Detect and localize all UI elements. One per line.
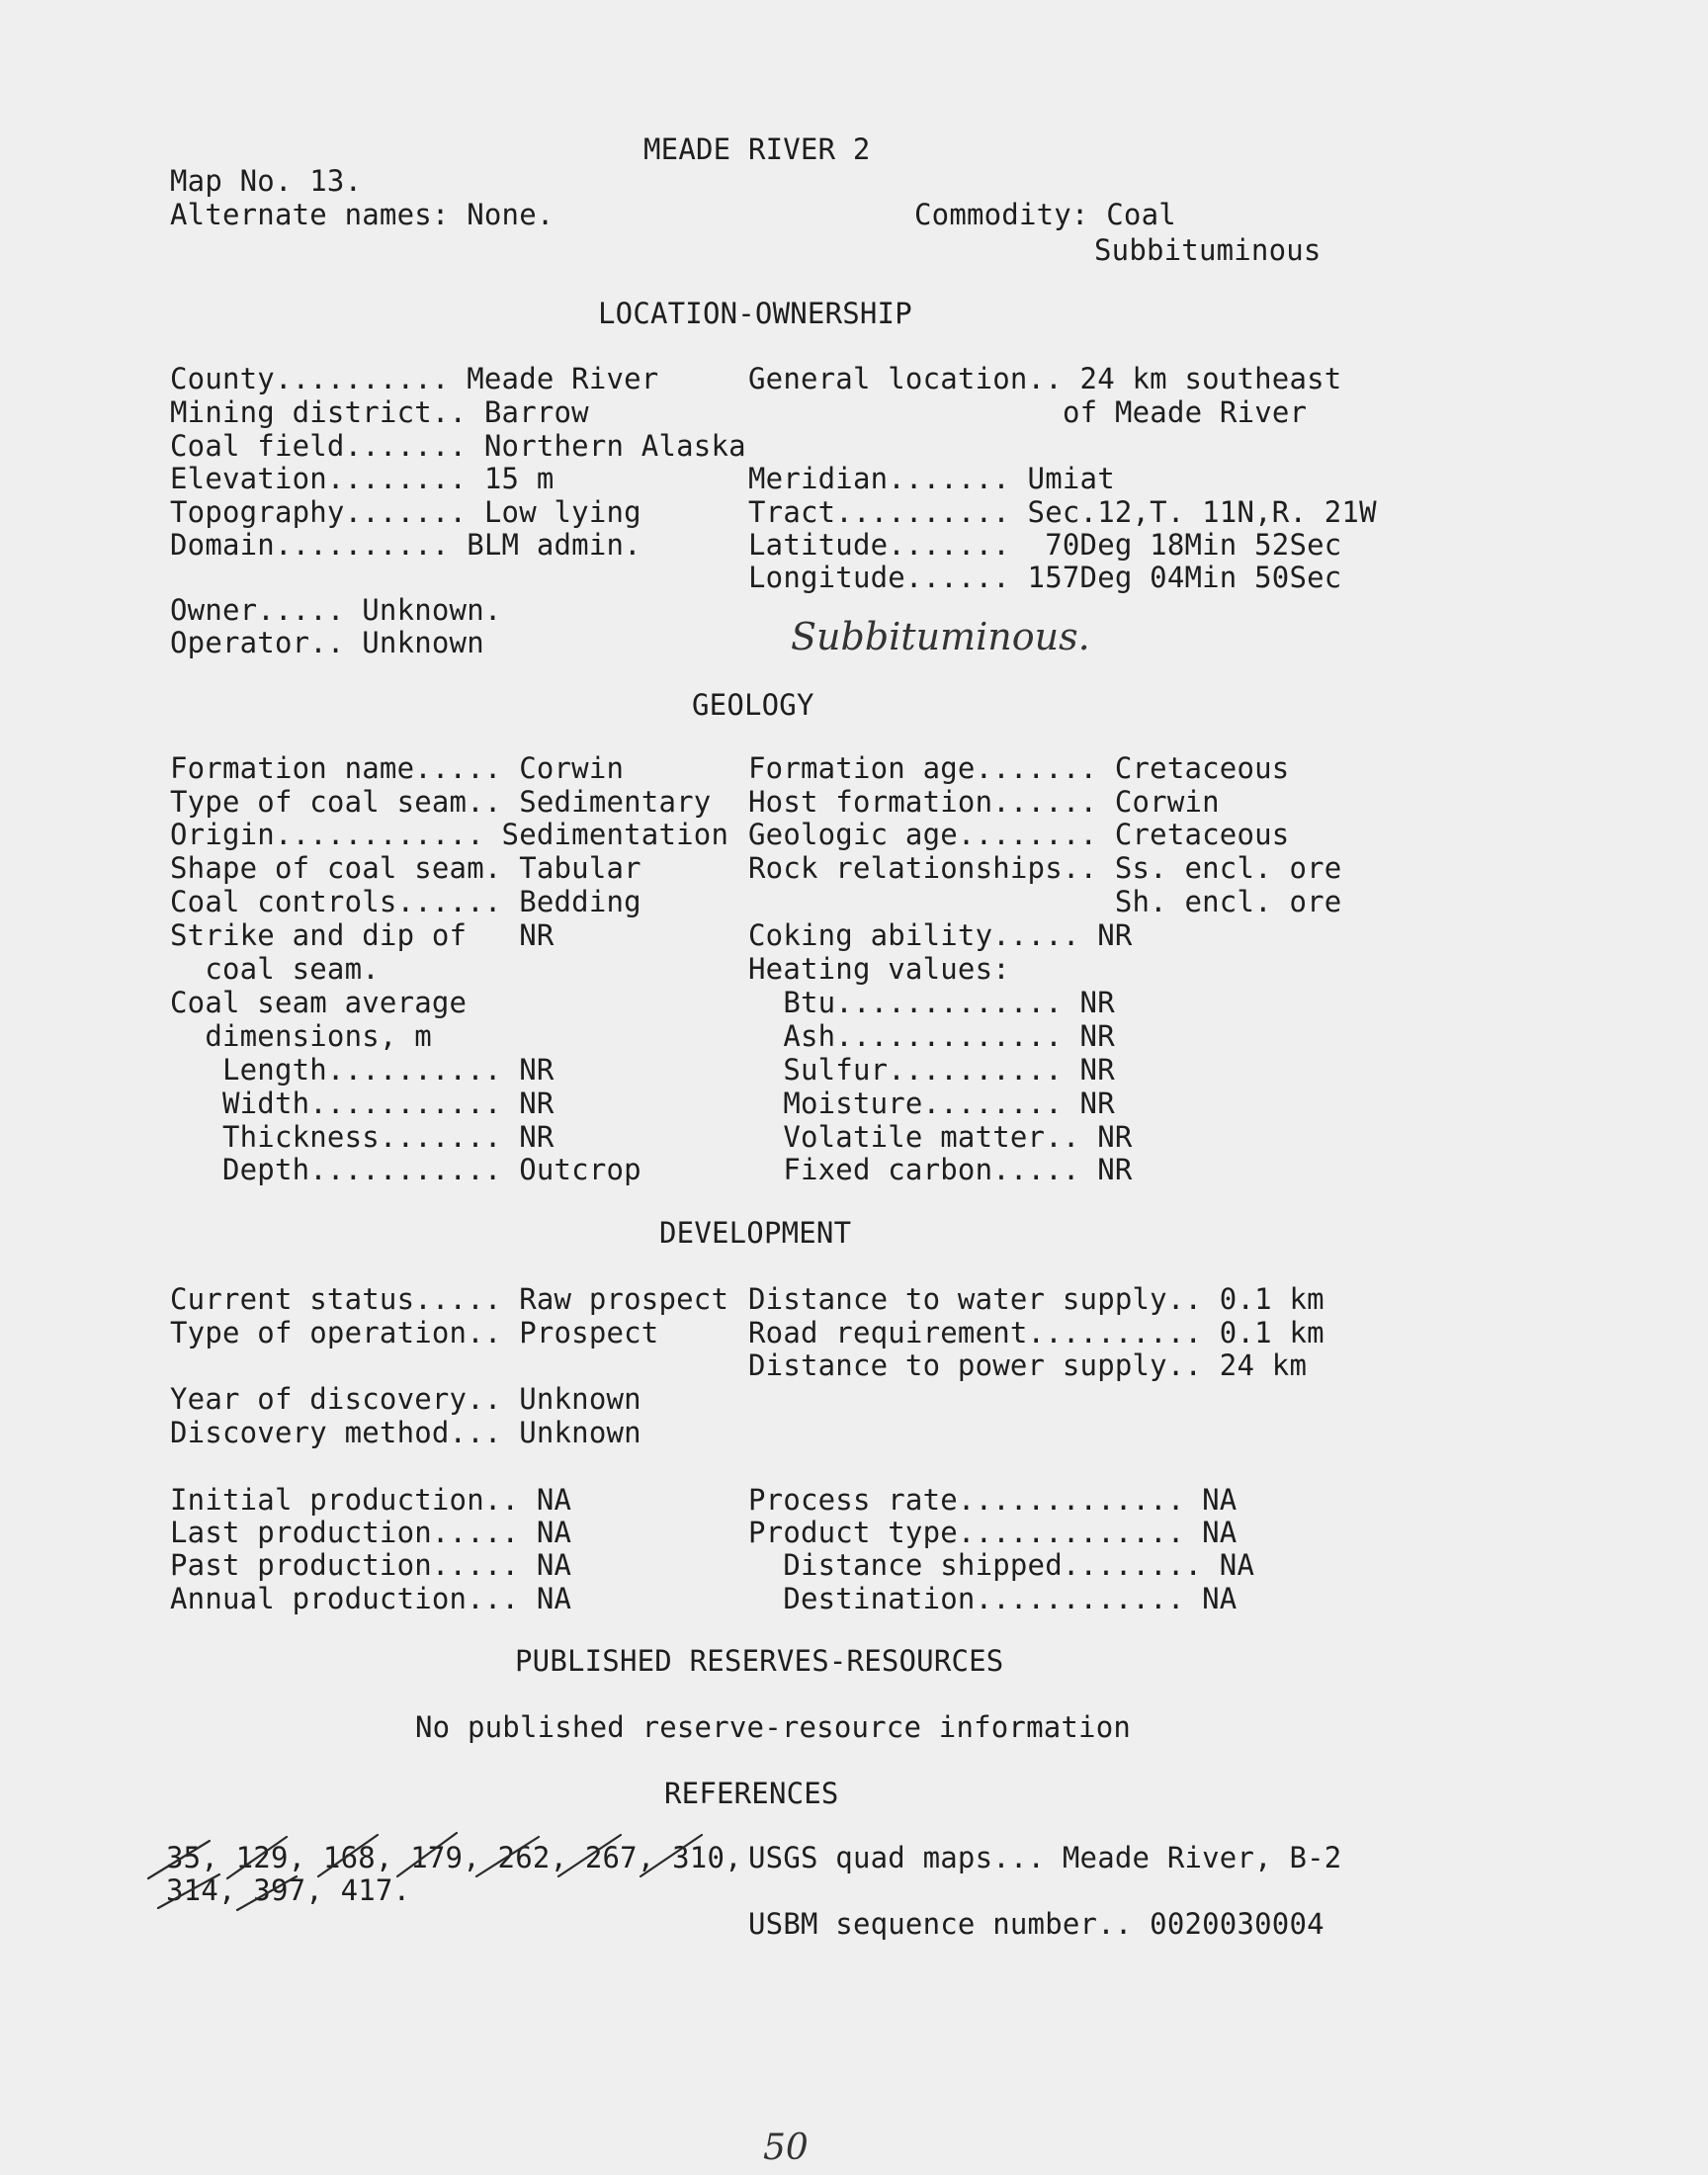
latitude-field: Latitude....... 70Deg 18Min 52Sec [748,528,1342,562]
process-rate-field: Process rate............. NA [748,1483,1238,1517]
geology-left-line: Formation name..... Corwin [170,751,625,785]
general-location-field: General location.. 24 km southeast [748,362,1342,395]
geology-right-line: Rock relationships.. Ss. encl. ore [748,851,1342,885]
handwritten-note: Subbituminous. [791,615,1090,658]
geology-left-line: Type of coal seam.. Sedimentary [170,785,712,819]
geology-left-line: Shape of coal seam. Tabular [170,851,641,885]
location-heading: LOCATION-OWNERSHIP [598,297,912,330]
county-field: County.......... Meade River [170,362,659,395]
geology-right-line: Sh. encl. ore [748,885,1342,918]
reference-list-line2: 314, 397, 417. [166,1873,411,1907]
map-number: Map No. 13. [170,164,363,198]
geology-right-line: Geologic age........ Cretaceous [748,818,1290,851]
mining-district-field: Mining district.. Barrow [170,395,589,429]
operator-field: Operator.. Unknown [170,626,484,659]
geology-left-line: Width........... NR [170,1087,555,1120]
geology-right-line: Host formation...... Corwin [748,785,1220,819]
topography-field: Topography....... Low lying [170,495,641,529]
year-of-discovery-field: Year of discovery.. Unknown [170,1382,641,1416]
last-production-field: Last production..... NA [170,1516,572,1549]
discovery-method-field: Discovery method... Unknown [170,1416,641,1449]
geology-right-line: Coking ability..... NR [748,918,1133,952]
annual-production-field: Annual production... NA [170,1582,572,1615]
development-heading: DEVELOPMENT [659,1216,852,1250]
usgs-quad-maps: USGS quad maps... Meade River, B-2 [748,1841,1342,1874]
destination-field: Destination............ NA [748,1582,1238,1615]
geology-left-line: Coal seam average [170,986,468,1019]
reserves-heading: PUBLISHED RESERVES-RESOURCES [515,1644,1004,1678]
tract-field: Tract.......... Sec.12,T. 11N,R. 21W [748,495,1377,529]
reference-list-line1: 35, 129, 168, 179, 262, 267, 310, [166,1841,742,1874]
geology-left-line: dimensions, m [170,1019,432,1053]
alternate-names: Alternate names: None. [170,198,555,231]
longitude-field: Longitude...... 157Deg 04Min 50Sec [748,561,1342,594]
geology-left-line: Strike and dip of NR [170,918,555,952]
geology-heading: GEOLOGY [692,688,814,722]
current-status-field: Current status..... Raw prospect [170,1282,729,1316]
reserves-text: No published reserve-resource information [415,1710,1132,1744]
general-location-continued: of Meade River [1063,395,1308,429]
geology-right-line: Formation age....... Cretaceous [748,751,1290,785]
geology-right-line: Heating values: [748,952,1010,986]
geology-left-line: Length.......... NR [170,1053,555,1087]
geology-left-line: Origin............ Sedimentation [170,818,729,851]
meridian-field: Meridian....... Umiat [748,462,1115,495]
distance-shipped-field: Distance shipped........ NA [748,1548,1255,1582]
geology-right-line: Sulfur.......... NR [748,1053,1115,1087]
geology-left-line: Thickness....... NR [170,1120,555,1154]
geology-right-line: Btu............. NR [748,986,1115,1019]
geology-left-line: Depth........... Outcrop [170,1153,641,1186]
geology-right-line: Moisture........ NR [748,1087,1115,1120]
product-type-field: Product type............. NA [748,1516,1238,1549]
owner-field: Owner..... Unknown. [170,593,502,627]
geology-left-line: coal seam. [170,952,380,986]
page-number: 50 [763,2128,809,2168]
distance-power-field: Distance to power supply.. 24 km [748,1348,1308,1382]
references-heading: REFERENCES [664,1777,839,1810]
domain-field: Domain.......... BLM admin. [170,528,641,562]
past-production-field: Past production..... NA [170,1548,572,1582]
usbm-sequence-number: USBM sequence number.. 0020030004 [748,1907,1324,1941]
geology-right-line: Ash............. NR [748,1019,1115,1053]
initial-production-field: Initial production.. NA [170,1483,572,1517]
geology-right-line: Fixed carbon..... NR [748,1153,1133,1186]
distance-water-field: Distance to water supply.. 0.1 km [748,1282,1324,1316]
commodity: Commodity: Coal [914,198,1176,231]
geology-right-line: Volatile matter.. NR [748,1120,1133,1154]
geology-left-line: Coal controls...... Bedding [170,885,641,918]
commodity-type: Subbituminous [1094,233,1322,267]
road-requirement-field: Road requirement.......... 0.1 km [748,1316,1324,1349]
document-title: MEADE RIVER 2 [643,132,871,166]
coal-field-field: Coal field....... Northern Alaska [170,429,746,463]
type-of-operation-field: Type of operation.. Prospect [170,1316,659,1349]
elevation-field: Elevation........ 15 m [170,462,555,495]
